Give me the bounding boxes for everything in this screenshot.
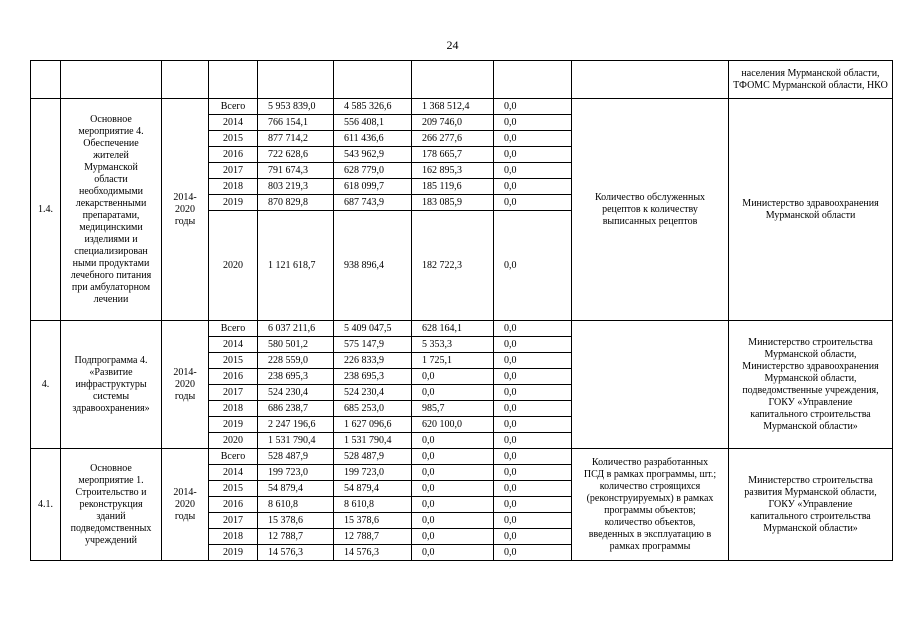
- section-period: 2014- 2020 годы: [162, 321, 209, 449]
- federal-cell: 0,0: [412, 513, 494, 529]
- year-cell: 2014: [209, 337, 258, 353]
- other-cell: 0,0: [494, 497, 572, 513]
- regional-cell: 938 896,4: [334, 211, 412, 321]
- section-period: 2014- 2020 годы: [162, 99, 209, 321]
- total-cell: 686 238,7: [258, 401, 334, 417]
- federal-cell: 0,0: [412, 369, 494, 385]
- table-row: [31, 449, 893, 465]
- federal-cell: 0,0: [412, 449, 494, 465]
- regional-cell: 15 378,6: [334, 513, 412, 529]
- total-cell: 15 378,6: [258, 513, 334, 529]
- year-cell: 2017: [209, 385, 258, 401]
- other-cell: 0,0: [494, 115, 572, 131]
- regional-cell: 685 253,0: [334, 401, 412, 417]
- other-cell: 0,0: [494, 131, 572, 147]
- other-cell: 0,0: [494, 337, 572, 353]
- other-cell: 0,0: [494, 179, 572, 195]
- other-cell: 0,0: [494, 385, 572, 401]
- continuation-executor: населения Мурманской области, ТФОМС Мурманской области, НКО: [729, 61, 893, 99]
- other-cell: 0,0: [494, 417, 572, 433]
- regional-cell: 8 610,8: [334, 497, 412, 513]
- regional-cell: 14 576,3: [334, 545, 412, 561]
- year-cell: Всего: [209, 321, 258, 337]
- year-cell: 2018: [209, 401, 258, 417]
- regional-cell: 524 230,4: [334, 385, 412, 401]
- regional-cell: 618 099,7: [334, 179, 412, 195]
- indicator-cell: Количество обслуженных рецептов к количеству выписанных рецептов: [572, 99, 729, 321]
- page-number: 24: [446, 38, 459, 52]
- table-row: [31, 321, 893, 337]
- regional-cell: 226 833,9: [334, 353, 412, 369]
- total-cell: 6 037 211,6: [258, 321, 334, 337]
- federal-cell: 183 085,9: [412, 195, 494, 211]
- regional-cell: 528 487,9: [334, 449, 412, 465]
- total-cell: 54 879,4: [258, 481, 334, 497]
- other-cell: 0,0: [494, 321, 572, 337]
- total-cell: 528 487,9: [258, 449, 334, 465]
- regional-cell: 687 743,9: [334, 195, 412, 211]
- federal-cell: 620 100,0: [412, 417, 494, 433]
- total-cell: 791 674,3: [258, 163, 334, 179]
- other-cell: 0,0: [494, 401, 572, 417]
- federal-cell: 0,0: [412, 385, 494, 401]
- year-cell: 2016: [209, 147, 258, 163]
- year-cell: 2015: [209, 353, 258, 369]
- other-cell: 0,0: [494, 147, 572, 163]
- federal-cell: 985,7: [412, 401, 494, 417]
- total-cell: 1 121 618,7: [258, 211, 334, 321]
- year-cell: 2019: [209, 545, 258, 561]
- total-cell: 199 723,0: [258, 465, 334, 481]
- regional-cell: 1 627 096,6: [334, 417, 412, 433]
- total-cell: 722 628,6: [258, 147, 334, 163]
- table-row: [31, 99, 893, 115]
- regional-cell: 4 585 326,6: [334, 99, 412, 115]
- other-cell: 0,0: [494, 99, 572, 115]
- section-id: 4.: [31, 321, 61, 449]
- year-cell: 2015: [209, 131, 258, 147]
- year-cell: 2018: [209, 179, 258, 195]
- year-cell: 2018: [209, 529, 258, 545]
- other-cell: 0,0: [494, 481, 572, 497]
- regional-cell: 611 436,6: [334, 131, 412, 147]
- year-cell: 2017: [209, 163, 258, 179]
- total-cell: 2 247 196,6: [258, 417, 334, 433]
- regional-cell: 238 695,3: [334, 369, 412, 385]
- regional-cell: 543 962,9: [334, 147, 412, 163]
- continuation-row: [31, 61, 893, 99]
- total-cell: 1 531 790,4: [258, 433, 334, 449]
- other-cell: 0,0: [494, 211, 572, 321]
- executor-cell: Министерство строительства развития Мурманской области, ГОКУ «Управление капитального строительства Мурманской области»: [729, 449, 893, 561]
- section-id: 1.4.: [31, 99, 61, 321]
- total-cell: 238 695,3: [258, 369, 334, 385]
- federal-cell: 0,0: [412, 497, 494, 513]
- total-cell: 12 788,7: [258, 529, 334, 545]
- total-cell: 14 576,3: [258, 545, 334, 561]
- federal-cell: 209 746,0: [412, 115, 494, 131]
- year-cell: 2017: [209, 513, 258, 529]
- other-cell: 0,0: [494, 433, 572, 449]
- total-cell: 766 154,1: [258, 115, 334, 131]
- executor-cell: Министерство здравоохранения Мурманской области: [729, 99, 893, 321]
- other-cell: 0,0: [494, 513, 572, 529]
- other-cell: 0,0: [494, 163, 572, 179]
- federal-cell: 0,0: [412, 545, 494, 561]
- federal-cell: 266 277,6: [412, 131, 494, 147]
- total-cell: 524 230,4: [258, 385, 334, 401]
- regional-cell: 5 409 047,5: [334, 321, 412, 337]
- federal-cell: 5 353,3: [412, 337, 494, 353]
- federal-cell: 0,0: [412, 529, 494, 545]
- total-cell: 803 219,3: [258, 179, 334, 195]
- federal-cell: 182 722,3: [412, 211, 494, 321]
- year-cell: 2015: [209, 481, 258, 497]
- regional-cell: 54 879,4: [334, 481, 412, 497]
- other-cell: 0,0: [494, 353, 572, 369]
- section-name: Подпрограмма 4. «Развитие инфраструктуры системы здравоохранения»: [61, 321, 162, 449]
- other-cell: 0,0: [494, 369, 572, 385]
- program-table: [30, 60, 893, 561]
- section-name: Основное мероприятие 1. Строительство и реконструкция зданий подведомственных учреждений: [61, 449, 162, 561]
- federal-cell: 185 119,6: [412, 179, 494, 195]
- year-cell: 2016: [209, 369, 258, 385]
- year-cell: 2014: [209, 465, 258, 481]
- other-cell: 0,0: [494, 529, 572, 545]
- year-cell: 2014: [209, 115, 258, 131]
- regional-cell: 556 408,1: [334, 115, 412, 131]
- regional-cell: 12 788,7: [334, 529, 412, 545]
- indicator-cell: [572, 321, 729, 449]
- federal-cell: 162 895,3: [412, 163, 494, 179]
- year-cell: 2020: [209, 211, 258, 321]
- federal-cell: 178 665,7: [412, 147, 494, 163]
- total-cell: 228 559,0: [258, 353, 334, 369]
- indicator-cell: Количество разработанных ПСД в рамках программы, шт.; количество строящихся (реконструируемых) в рамках программы объектов; количество объектов, введенных в эксплуатацию в рамках программы: [572, 449, 729, 561]
- regional-cell: 628 779,0: [334, 163, 412, 179]
- federal-cell: 1 368 512,4: [412, 99, 494, 115]
- federal-cell: 0,0: [412, 465, 494, 481]
- total-cell: 580 501,2: [258, 337, 334, 353]
- federal-cell: 0,0: [412, 433, 494, 449]
- total-cell: 8 610,8: [258, 497, 334, 513]
- year-cell: 2019: [209, 195, 258, 211]
- section-period: 2014- 2020 годы: [162, 449, 209, 561]
- federal-cell: 0,0: [412, 481, 494, 497]
- total-cell: 877 714,2: [258, 131, 334, 147]
- other-cell: 0,0: [494, 449, 572, 465]
- regional-cell: 199 723,0: [334, 465, 412, 481]
- other-cell: 0,0: [494, 195, 572, 211]
- regional-cell: 575 147,9: [334, 337, 412, 353]
- other-cell: 0,0: [494, 545, 572, 561]
- federal-cell: 1 725,1: [412, 353, 494, 369]
- section-id: 4.1.: [31, 449, 61, 561]
- year-cell: Всего: [209, 449, 258, 465]
- other-cell: 0,0: [494, 465, 572, 481]
- section-name: Основное мероприятие 4. Обеспечение жителей Мурманской области необходимыми лекарственными препаратами, медицинскими изделиями и специализирован ными продуктами лечебного питания при амбулаторном лечении: [61, 99, 162, 321]
- federal-cell: 628 164,1: [412, 321, 494, 337]
- year-cell: 2019: [209, 417, 258, 433]
- executor-cell: Министерство строительства Мурманской области, Министерство здравоохранения Мурманской области, подведомственные учреждения, ГОКУ «Управление капитального строительства Мурманской области»: [729, 321, 893, 449]
- year-cell: 2020: [209, 433, 258, 449]
- year-cell: Всего: [209, 99, 258, 115]
- total-cell: 5 953 839,0: [258, 99, 334, 115]
- regional-cell: 1 531 790,4: [334, 433, 412, 449]
- year-cell: 2016: [209, 497, 258, 513]
- total-cell: 870 829,8: [258, 195, 334, 211]
